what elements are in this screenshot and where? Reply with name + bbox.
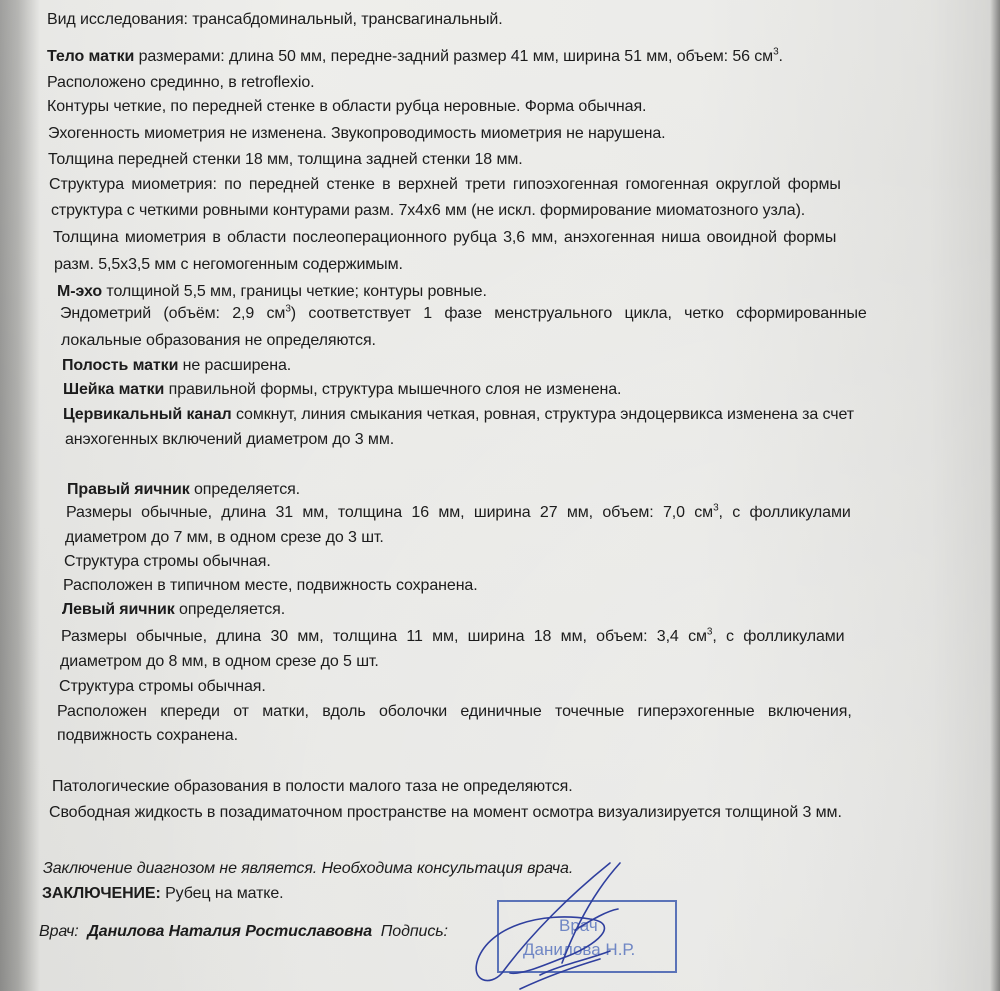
uterus-position: Расположено срединно, в retroflexio.	[47, 74, 315, 91]
scar-thickness-1: Толщина миометрия в области послеоперационного рубца 3,6 мм, анэхогенная ниша овоидной формы	[53, 229, 837, 246]
doctor-name: Данилова Наталия Ростиславовна	[87, 923, 373, 940]
conclusion-text: Рубец на матке.	[165, 885, 284, 902]
doctor-line: Врач: Данилова Наталия Ростиславовна Подпись:	[39, 923, 448, 940]
left-ovary-location: Расположен кпереди от матки, вдоль оболочки единичные точечные гиперэхогенные включения,	[57, 703, 852, 720]
myometrium-structure-2: структура с четкими ровными контурами разм. 7х4х6 мм (не искл. формирование миоматозного узла).	[51, 202, 806, 219]
wall-thickness: Толщина передней стенки 18 мм, толщина задней стенки 18 мм.	[48, 151, 523, 168]
myometrium-echogenicity: Эхогенность миометрия не изменена. Звукопроводимость миометрия не нарушена.	[48, 125, 666, 142]
endometrium-line-1: Эндометрий (объём: 2,9 $см^3$) соответствует 1 фазе менструального цикла, четко сформированные	[60, 303, 867, 322]
left-ovary-follicles: диаметром до 8 мм, в одном срезе до 5 шт.	[60, 653, 379, 670]
endometrium-line-2: локальные образования не определяются.	[61, 332, 376, 349]
uterus-contours: Контуры четкие, по передней стенке в области рубца неровные. Форма обычная.	[47, 98, 647, 115]
right-ovary-follicles: диаметром до 7 мм, в одном срезе до 3 шт.	[65, 529, 384, 546]
disclaimer: Заключение диагнозом не является. Необходима консультация врача.	[43, 860, 574, 877]
left-ovary-location-2: подвижность сохранена.	[57, 727, 238, 744]
cervix: Шейка матки правильной формы, структура мышечного слоя не изменена.	[63, 381, 622, 398]
uterus-label: Тело матки	[47, 48, 135, 65]
study-type: Вид исследования: трансабдоминальный, трансвагинальный.	[47, 11, 503, 28]
right-ovary-location: Расположен в типичном месте, подвижность сохранена.	[63, 577, 478, 594]
m-echo: М-эхо толщиной 5,5 мм, границы четкие; контуры ровные.	[57, 283, 487, 300]
m-echo-label: М-эхо	[57, 283, 103, 300]
free-fluid: Свободная жидкость в позадиматочном пространстве на момент осмотра визуализируется толщиной 3 мм.	[49, 804, 842, 821]
scar-thickness-2: разм. 5,5х3,5 мм с негомогенным содержимым.	[54, 256, 403, 273]
myometrium-structure-1: Структура миометрия: по передней стенке в верхней трети гипоэхогенная гомогенная округлой формы	[49, 176, 841, 193]
pelvis-findings: Патологические образования в полости малого таза не определяются.	[52, 778, 573, 795]
cavity: Полость матки не расширена.	[62, 357, 292, 374]
left-ovary: Левый яичник определяется.	[62, 601, 286, 618]
right-ovary-stroma: Структура стромы обычная.	[64, 553, 271, 570]
left-ovary-size: Размеры обычные, длина 30 мм, толщина 11 мм, ширина 18 мм, объем: 3,4 $см^3$, с фолликулами	[61, 626, 845, 645]
cervical-canal-2: анэхогенных включений диаметром до 3 мм.	[65, 431, 395, 448]
conclusion-label: ЗАКЛЮЧЕНИЕ:	[42, 885, 161, 902]
handwritten-signature-icon	[450, 855, 670, 991]
left-ovary-stroma: Структура стромы обычная.	[59, 678, 266, 695]
right-ovary: Правый яичник определяется.	[67, 481, 301, 498]
conclusion	[42, 884, 284, 904]
cervical-canal: Цервикальный канал сомкнут, линия смыкания четкая, ровная, структура эндоцервикса изменена за счет	[63, 406, 854, 423]
uterus-dimensions: Тело матки размерами: длина 50 мм, передне-задний размер 41 мм, ширина 51 мм, объем: 56 $см^3$.	[47, 46, 783, 65]
right-ovary-size: Размеры обычные, длина 31 мм, толщина 16 мм, ширина 27 мм, объем: 7,0 $см^3$, с фолликулами	[66, 502, 851, 521]
signature-label: Подпись:	[380, 923, 448, 940]
doctor-stamp: Врач Данилова Н.Р.	[497, 900, 677, 973]
